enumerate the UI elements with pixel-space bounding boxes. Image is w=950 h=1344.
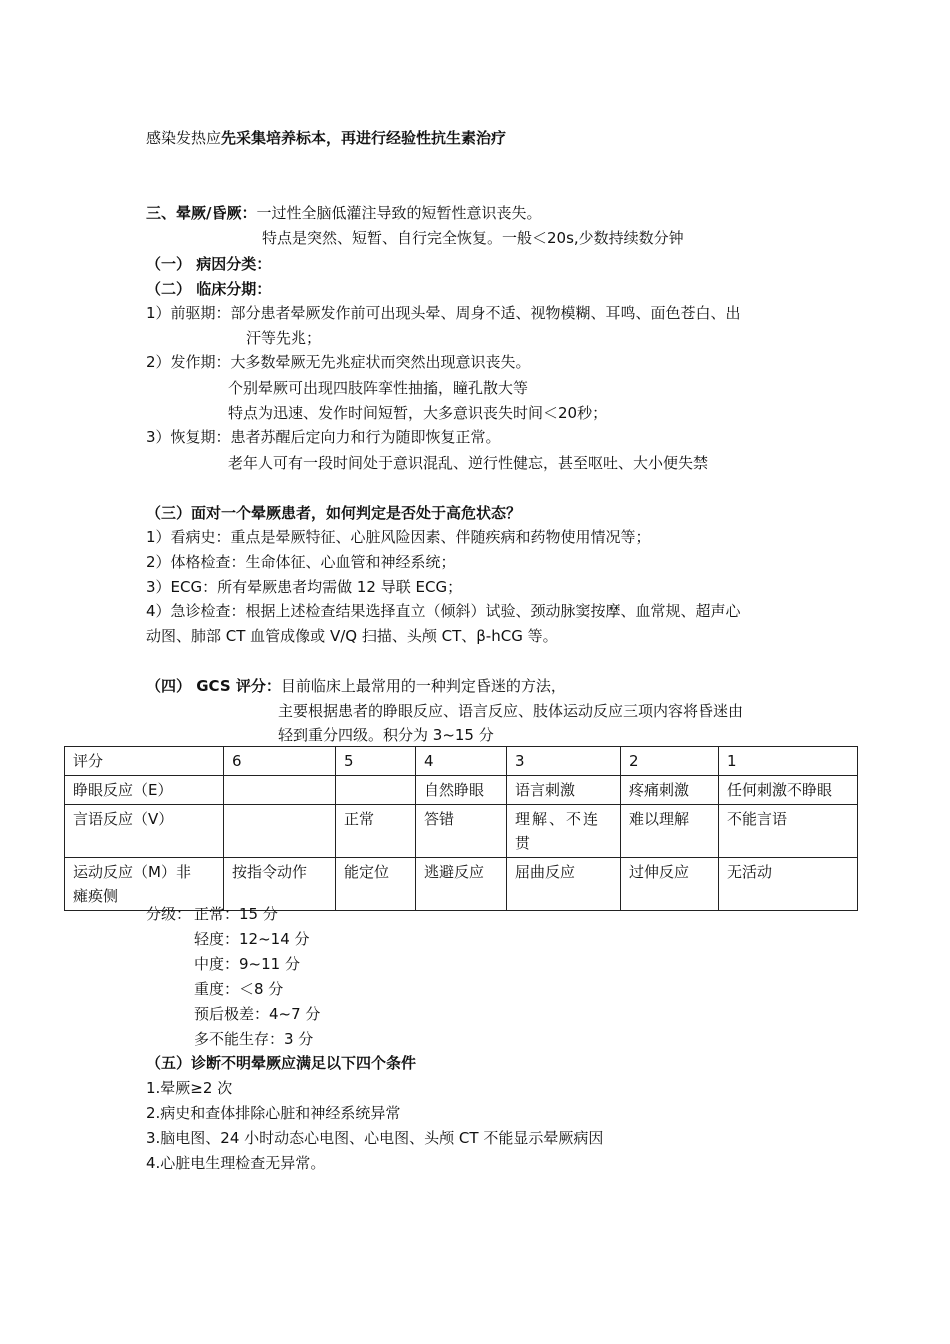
gcs-header-cell: 5 [336,747,416,776]
stage2-line-c: 特点为迅速、发作时间短暂，大多意识丧失时间＜20秒； [228,404,608,422]
stage1-line-a: 1）前驱期：部分患者晕厥发作前可出现头晕、周身不适、视物模糊、耳鸣、面色苍白、出 [146,304,741,322]
gcs-cell: 屈曲反应 [507,858,621,911]
gcs-header-cell: 2 [621,747,719,776]
section4-title: （四） GCS 评分： [146,677,281,695]
section3-heading [146,203,542,223]
gcs-header-cell: 3 [507,747,621,776]
gcs-cell: 按指令动作 [224,858,336,911]
gcs-cell [224,805,336,858]
grading-item: 中度：9~11 分 [194,955,300,973]
gcs-cell: 运动反应（M）非瘫痪侧 [65,858,224,911]
gcs-cell: 语言刺激 [507,776,621,805]
section3-sub1: （一） 病因分类： [146,255,272,273]
gcs-cell: 疼痛刺激 [621,776,719,805]
gcs-cell: 睁眼反应（E） [65,776,224,805]
gcs-cell: 难以理解 [621,805,719,858]
section3-definition: 一过性全脑低灌注导致的短暂性意识丧失。 [256,204,542,222]
section3-3-item-1: 1）看病史：重点是晕厥特征、心脏风险因素、伴随疾病和药物使用情况等； [146,528,651,546]
stage2-line-b: 个别晕厥可出现四肢阵挛性抽搐，瞳孔散大等 [228,379,529,397]
section3-3-title: （三）面对一个晕厥患者，如何判定是否处于高危状态？ [146,504,522,522]
section3-3-item-2: 2）体格检查：生命体征、心血管和神经系统； [146,553,456,571]
gcs-cell [224,776,336,805]
stage3-line-a: 3）恢复期：患者苏醒后定向力和行为随即恢复正常。 [146,428,501,446]
gcs-header-cell: 4 [416,747,507,776]
stage2-line-a: 2）发作期：大多数晕厥无先兆症状而突然出现意识丧失。 [146,353,531,371]
section3-feature: 特点是突然、短暂、自行完全恢复。一般＜20s,少数持续数分钟 [262,229,684,247]
grading-item: 预后极差：4~7 分 [194,1005,321,1023]
gcs-table [64,746,858,911]
section5-title: （五）诊断不明晕厥应满足以下四个条件 [146,1054,417,1072]
gcs-cell: 逃避反应 [416,858,507,911]
gcs-header-row [65,747,858,776]
section4-heading [146,676,566,696]
section5-item: 3.脑电图、24 小时动态心电图、心电图、头颅 CT 不能显示晕厥病因 [146,1129,604,1147]
grading-item: 正常：15 分 [194,905,278,923]
section3-sub2: （二） 临床分期： [146,280,272,298]
gcs-row-verbal [65,805,858,858]
gcs-cell: 理解、不连贯 [507,805,621,858]
section5-item: 4.心脏电生理检查无异常。 [146,1154,326,1172]
gcs-cell: 能定位 [336,858,416,911]
section5-item: 2.病史和查体排除心脏和神经系统异常 [146,1104,401,1122]
grading-item: 多不能生存：3 分 [194,1030,314,1048]
stage1-line-b: 汗等先兆； [246,329,322,347]
grading-label: 分级： [146,905,192,923]
gcs-cell: 正常 [336,805,416,858]
gcs-cell: 言语反应（V） [65,805,224,858]
gcs-header-cell: 1 [719,747,858,776]
gcs-cell: 自然睁眼 [416,776,507,805]
gcs-cell [336,776,416,805]
section3-3-item-5: 动图、肺部 CT 血管成像或 V/Q 扫描、头颅 CT、β-hCG 等。 [146,627,558,645]
section3-title: 三、晕厥/昏厥： [146,204,257,222]
intro-emphasis: 先采集培养标本，再进行经验性抗生素治疗 [221,129,507,147]
gcs-cell: 不能言语 [719,805,858,858]
grading-item: 重度：＜8 分 [194,980,284,998]
gcs-header-cell: 6 [224,747,336,776]
section5-item: 1.晕厥≥2 次 [146,1079,233,1097]
gcs-cell: 任何刺激不睁眼 [719,776,858,805]
intro-prefix: 感染发热应 [146,129,222,147]
stage3-line-b: 老年人可有一段时间处于意识混乱、逆行性健忘，甚至呕吐、大小便失禁 [228,454,709,472]
gcs-cell: 无活动 [719,858,858,911]
grading-item: 轻度：12~14 分 [194,930,310,948]
gcs-row-eye [65,776,858,805]
gcs-header-cell: 评分 [65,747,224,776]
intro-line [146,128,506,148]
gcs-row-motor [65,858,858,911]
section4-desc-a: 目前临床上最常用的一种判定昏迷的方法， [280,677,566,695]
section4-desc-c: 轻到重分四级。积分为 3~15 分 [278,726,494,744]
section4-desc-b: 主要根据患者的睁眼反应、语言反应、肢体运动反应三项内容将昏迷由 [278,702,744,720]
gcs-cell: 过伸反应 [621,858,719,911]
section3-3-item-3: 3）ECG：所有晕厥患者均需做 12 导联 ECG； [146,578,463,596]
gcs-cell: 答错 [416,805,507,858]
section3-3-item-4: 4）急诊检查：根据上述检查结果选择直立（倾斜）试验、颈动脉窦按摩、血常规、超声心 [146,602,741,620]
